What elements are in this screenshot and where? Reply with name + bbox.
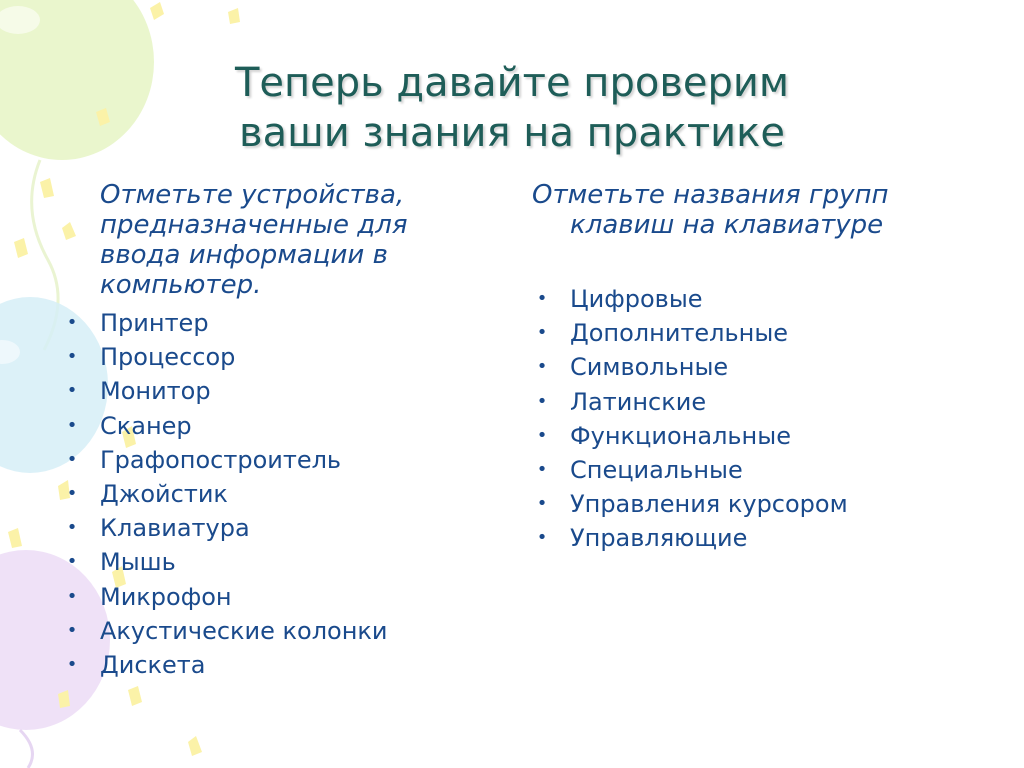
list-item — [62, 648, 482, 682]
bullet-icon: • — [66, 448, 78, 470]
list-item-label: Символьные — [570, 353, 729, 382]
bullet-icon: • — [66, 551, 78, 573]
bullet-icon: • — [66, 312, 78, 333]
bullet-icon: • — [66, 483, 78, 505]
left-prompt: Отметьте устройства, предназначенные для ввода информации в компьютер. — [100, 180, 408, 300]
list-item-label: Специальные — [570, 456, 743, 485]
list-item — [62, 409, 482, 443]
bullet-icon: • — [536, 493, 548, 515]
bullet-icon: • — [66, 380, 78, 402]
list-item-label: Акустические колонки — [100, 616, 388, 645]
bullet-icon: • — [536, 288, 548, 309]
list-item-label: Управляющие — [570, 524, 748, 553]
list-item — [532, 419, 992, 453]
bullet-icon: • — [536, 424, 548, 446]
list-item-label: Процессор — [100, 343, 236, 372]
list-item-label: Монитор — [100, 377, 211, 406]
list-item-label: Мышь — [100, 548, 176, 577]
list-item-label: Микрофон — [100, 582, 232, 611]
list-item — [62, 443, 482, 477]
list-item — [62, 306, 482, 340]
title-line-1: Теперь давайте проверим — [234, 60, 790, 106]
list-item-label: Графопостроитель — [100, 445, 342, 474]
list-item — [62, 477, 482, 511]
list-item — [62, 580, 482, 614]
title-line-2: ваши знания на практике — [239, 110, 785, 156]
bullet-icon: • — [536, 322, 548, 344]
bullet-icon: • — [536, 527, 548, 549]
key-groups-list — [532, 282, 992, 556]
bullet-icon: • — [66, 346, 78, 368]
bullet-icon: • — [536, 390, 548, 412]
bullet-icon: • — [536, 459, 548, 481]
list-item-label: Управления курсором — [570, 490, 848, 519]
list-item-label: Клавиатура — [100, 514, 250, 543]
list-item — [62, 545, 482, 579]
list-item — [62, 340, 482, 374]
list-item-label: Дискета — [100, 651, 206, 680]
slide-title — [100, 58, 924, 158]
list-item-label: Джойстик — [100, 480, 228, 509]
bullet-icon: • — [536, 356, 548, 378]
bullet-icon: • — [66, 517, 78, 539]
list-item — [532, 487, 992, 521]
left-column — [62, 180, 482, 682]
list-item — [532, 453, 992, 487]
list-item-label: Цифровые — [570, 285, 703, 313]
list-item — [532, 521, 992, 555]
input-devices-list — [62, 306, 482, 682]
list-item — [532, 350, 992, 384]
list-item — [532, 282, 992, 316]
bullet-icon: • — [66, 585, 78, 607]
list-item-label: Принтер — [100, 309, 209, 337]
right-column — [532, 180, 992, 556]
list-item-label: Латинские — [570, 387, 707, 416]
list-item-label: Функциональные — [570, 421, 791, 450]
list-item — [532, 316, 992, 350]
list-item — [62, 511, 482, 545]
list-item-label: Сканер — [100, 411, 192, 440]
list-item — [62, 374, 482, 408]
bullet-icon: • — [66, 654, 78, 676]
bullet-icon: • — [66, 619, 78, 641]
list-item — [532, 385, 992, 419]
right-prompt: Отметьте названия групп клавиш на клавиатуре — [532, 180, 889, 240]
list-item — [62, 614, 482, 648]
list-item-label: Дополнительные — [570, 319, 789, 348]
bullet-icon: • — [66, 414, 78, 436]
